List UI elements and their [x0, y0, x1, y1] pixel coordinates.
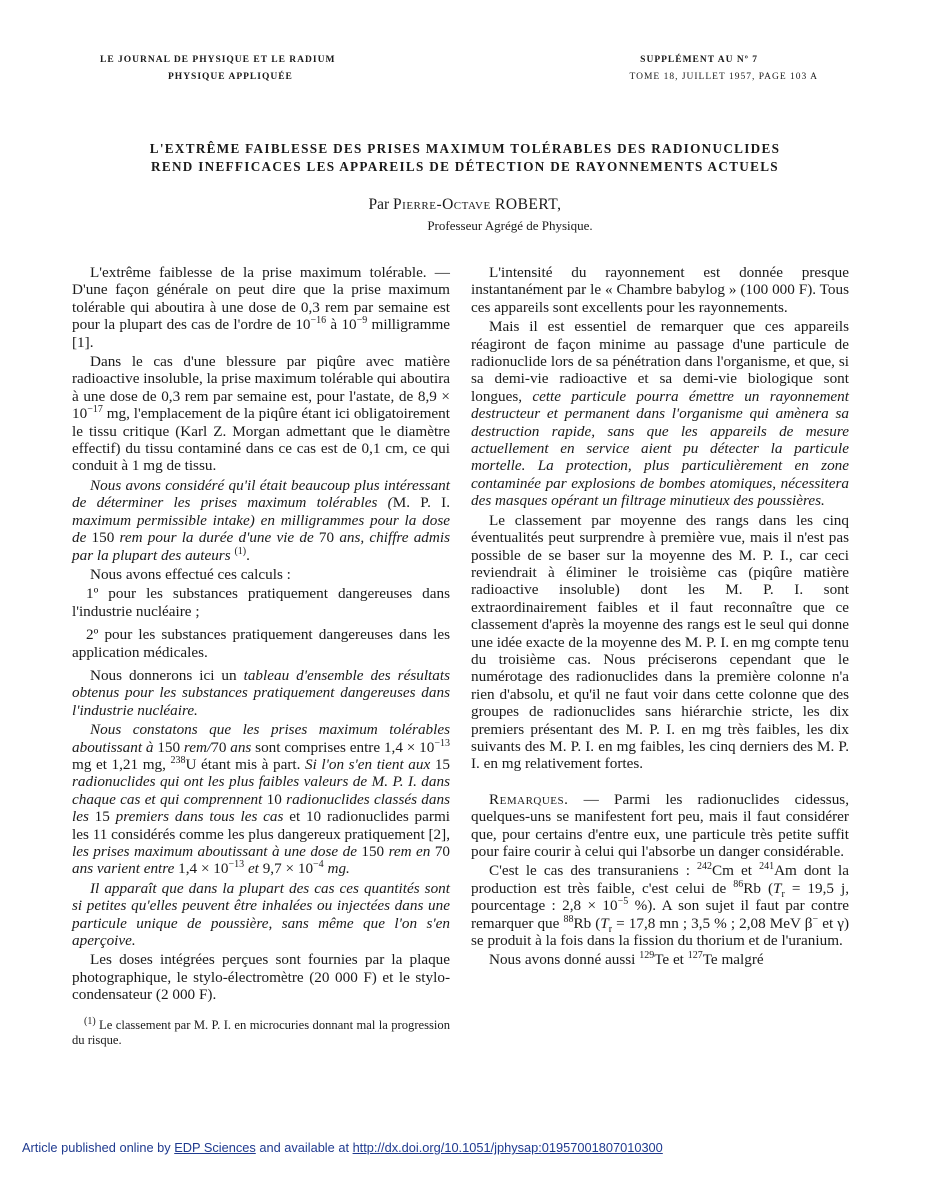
doi-link[interactable]: http://dx.doi.org/10.1051/jphysap:01957001807010300: [352, 1140, 663, 1155]
paragraph: Il apparaît que dans la plupart des cas ces quantités sont si petites qu'elles peuvent être inhalées ou injectées dans une particule unique de poussière, sans même que l'on s'en aperçoive.: [72, 879, 450, 950]
paragraph: Le classement par moyenne des rangs dans les cinq éventualités peut surprendre à première vue, mais il n'est pas possible de se baser sur la moyenne des M. P. I., car ceci reviendrait à éliminer le troisième cas (piqûre matière radioactive insoluble) dont les M. P. I. sont extraordinairement faibles et il faut reconnaître que ce classement d'après la moyenne des rangs est le seul qui donne une idée exacte de la moyenne des M. P. I. en mg compte tenu du troisième cas. Nous préciserons cependant que le numérotage des radionuclides dans la première colonne n'a rien d'absolu, et qu'il ne faut voir dans cette colonne que des groupes de radionuclides sans hiérarchie stricte, les dix premiers présentant des M. P. I. en mg très faibles, les dix suivants des M. P. I. en mg faibles, les cinq derniers des M. P. I. en mg relativement fortes.: [471, 511, 849, 773]
paragraph: C'est le cas des transuraniens : $^{242}$Cm et $^{241}$Am dont la production est très faible, c'est celui de $^{86}$Rb ($T_r = 19,5$ j, pourcentage : $2,8 \times 10^{-5}$ %). A son sujet il faut par contre remarquer que $^{88}$Rb ($T_r = 17,8$ mn ; 3,5 % ; 2,08 MeV β− et γ) se produit à la fois dans la fission du thorium et de l'uranium.: [471, 861, 849, 950]
publisher-link[interactable]: EDP Sciences: [174, 1140, 256, 1155]
issue-info: TOME 18, JUILLET 1957, PAGE 103 A: [629, 72, 818, 82]
footnote: $^{(1)}$ Le classement par M. P. I. en microcuries donnant mal la progression du risque.: [72, 1015, 450, 1047]
remarks-label: Remarques.: [489, 790, 569, 808]
remarks-paragraph: Remarques. — Parmi les radionuclides cidessus, quelques-uns se manifestent fort peu, mais il faut considérer que, pour certains d'entre eux, une particule très petite suffit pour faire courir à celui qui l'absorbe un danger considérable.: [471, 790, 849, 860]
list-item: 1º pour les substances pratiquement dangereuses dans l'industrie nucléaire ;: [72, 585, 450, 620]
paragraph: Nous avons effectué ces calculs :: [90, 565, 291, 583]
paragraph: Les doses intégrées perçues sont fournies par la plaque photographique, le stylo-électromètre (20 000 F) et le stylo-condensateur (2 000 F).: [72, 951, 450, 1004]
publication-footer: Article published online by EDP Sciences and available at http://dx.doi.org/10.1051/jphysap:01957001807010300: [22, 1140, 663, 1155]
article-title: L'EXTRÊME FAIBLESSE DES PRISES MAXIMUM TOLÉRABLES DES RADIONUCLIDES REND INEFFICACES LES APPAREILS DE DÉTECTION DE RAYONNEMENTS ACTUELS: [149, 141, 781, 174]
paragraph: Nous avons considéré qu'il était beaucoup plus intéressant de déterminer les prises maximum tolérables (M. P. I. maximum permissible intake) en milligrammes pour la dose de 150 rem pour la durée d'une vie de 70 ans, chiffre admis par la plupart des auteurs $^{(1)}$.: [72, 476, 451, 564]
left-column: [72, 264, 450, 1048]
author-line: Par Pierre-Octave ROBERT,: [368, 196, 562, 213]
author-affiliation: Professeur Agrégé de Physique.: [427, 218, 593, 233]
running-header-right: [478, 52, 818, 86]
paragraph: L'extrême faiblesse de la prise maximum tolérable. — D'une façon générale on peut dire que la prise maximum tolérable qui aboutira à une dose de 0,3 rem par semaine est pour la plupart des cas de l'ordre de $10^{-16}$ à $10^{-9}$ milligramme [1].: [72, 264, 451, 351]
paragraph: Mais il est essentiel de remarquer que ces appareils réagiront de façon minime au passage d'une particule de radionuclide lors de sa pénétration dans l'organisme, et que, si sa demi-vie radioactive et sa demi-vie biologique sont longues, cette particule pourra émettre un rayonnement destructeur et permanent dans l'organisme qui amènera sa destruction rapide, sans que les appareils de mesure actuellement en service aient pu détecter la particule mortelle. La protection, plus particulièrement en zone contaminée par explosions de bombes atomiques, nécessitera des masques opérant un filtrage minutieux des poussières.: [471, 318, 849, 510]
journal-name: LE JOURNAL DE PHYSIQUE ET LE RADIUM: [100, 55, 336, 65]
supplement-label: SUPPLÉMENT AU Nº 7: [640, 55, 758, 65]
author-name: Pierre-Octave ROBERT,: [393, 196, 562, 213]
journal-section: PHYSIQUE APPLIQUÉE: [168, 72, 293, 82]
paragraph: L'intensité du rayonnement est donnée presque instantanément par le « Chambre babylog » (100 000 F). Tous ces appareils sont excellents pour les rayonnements.: [471, 264, 849, 316]
paragraph: Nous constatons que les prises maximum tolérables aboutissant à 150 rem/70 ans sont comprises entre $1,4 \times 10^{-13}$ mg et 1,21 mg, $^{238}$U étant mis à part. Si l'on s'en tient aux 15 radionuclides qui ont les plus faibles valeurs de M. P. I. dans chaque cas et qui comprennent 10 radionuclides classés dans les 15 premiers dans tous les cas et 10 radionuclides parmi les 11 considérés comme les plus dangereux pratiquement [2], les prises maximum aboutissant à une dose de 150 rem en 70 ans varient entre $1,4 \times 10^{-13}$ et $9,7 \times 10^{-4}$ mg.: [72, 721, 450, 878]
list-item: 2º pour les substances pratiquement dangereuses dans les application médicales.: [72, 626, 450, 661]
paragraph: Dans le cas d'une blessure par piqûre avec matière radioactive insoluble, la prise maximum tolérable qui aboutira à une dose de 0,3 rem par semaine est, pour l'astate, de $8,9 \times 10^{-17}$ mg, l'emplacement de la piqûre étant ici obligatoirement le tissu critique (Karl Z. Morgan admettant que le diamètre effectif) du tissu contaminé dans ce cas est de 0,1 cm, ce qui conduit à 1 mg de tissu.: [72, 353, 450, 475]
paragraph: Nous donnerons ici un tableau d'ensemble des résultats obtenus pour les substances pratiquement dangereuses dans l'industrie nucléaire.: [72, 666, 450, 719]
running-header-left: [100, 52, 400, 86]
footnote-ref: (1): [234, 545, 247, 557]
paragraph: Nous avons donné aussi $^{129}$Te et $^{127}$Te malgré: [489, 950, 764, 969]
right-column: [471, 264, 849, 971]
